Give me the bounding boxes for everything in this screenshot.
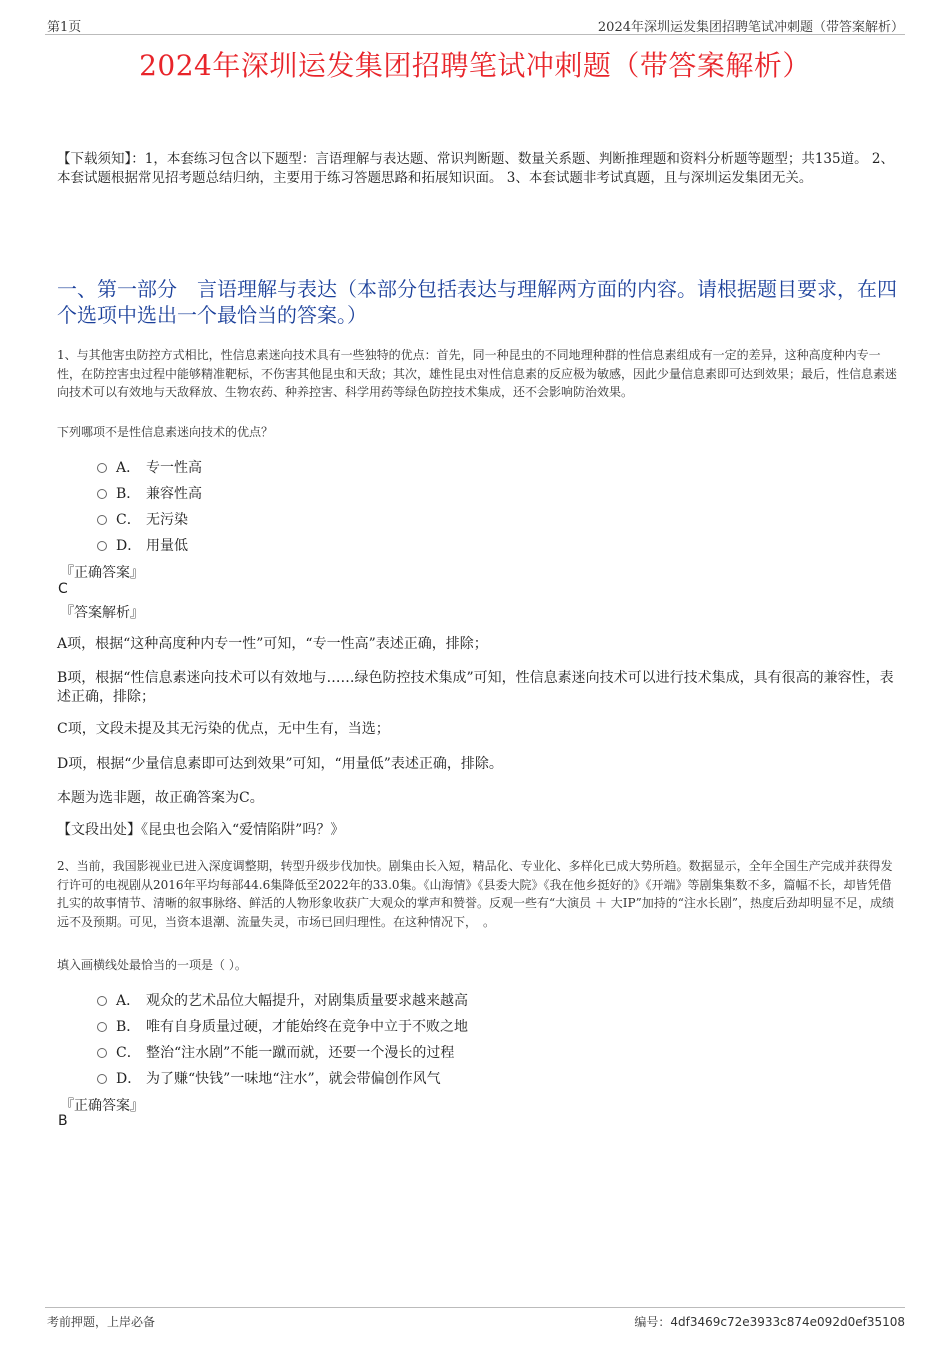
question-1-option-d[interactable] — [97, 535, 188, 555]
option-text: 整治“注水剧”不能一蹴而就，还要一个漫长的过程 — [146, 1045, 455, 1061]
radio-icon[interactable] — [97, 1022, 107, 1032]
question-2-prompt: 填入画横线处最恰当的一项是（ ）。 — [57, 958, 247, 972]
option-letter: B． — [116, 486, 141, 502]
document-title: 2024年深圳运发集团招聘笔试冲刺题（带答案解析） — [139, 49, 811, 82]
option-letter: A． — [116, 460, 141, 476]
option-text: 为了赚“快钱”一味地“注水”，就会带偏创作风气 — [146, 1071, 441, 1087]
question-2-option-d[interactable] — [97, 1068, 441, 1088]
option-letter: D． — [116, 1071, 142, 1087]
correct-answer-label: 『正确答案』 — [60, 1098, 144, 1114]
analysis-conclusion: 本题为选非题，故正确答案为C。 — [57, 790, 264, 806]
running-header-title: 2024年深圳运发集团招聘笔试冲刺题（带答案解析） — [597, 20, 904, 35]
question-2-text: 2、当前，我国影视业已进入深度调整期，转型升级步伐加快。剧集由长入短，精品化、专业化、多样化已成大势所趋。数据显示，全年全国生产完成并获得发行许可的电视剧从2016年平均每部44.6集降低至2022年的33.0集。《山海情》《县委大院》《我在他乡挺好的》《开端》等剧集集数不多，篇幅不长，却皆凭借扎实的故事情节、清晰的叙事脉络、鲜活的人物形象收获广大观众的掌声和赞誉。反观一些有“大演员 ＋ 大IP”加持的“注水长剧”，热度后劲却明显不足，成绩远不及预期。可见，当资本退潮、流量失灵，市场已回归理性。在这种情况下， 。 — [57, 859, 894, 929]
radio-icon[interactable] — [97, 489, 107, 499]
text-source: 【文段出处】《昆虫也会陷入“爱情陷阱”吗？》 — [57, 822, 345, 838]
page-number: 第1页 — [47, 20, 82, 35]
section-heading: 一、第一部分 言语理解与表达（本部分包括表达与理解两方面的内容。请根据题目要求，在四个选项中选出一个最恰当的答案。） — [57, 277, 897, 327]
option-text: 观众的艺术品位大幅提升，对剧集质量要求越来越高 — [146, 993, 468, 1009]
option-letter: D． — [116, 538, 142, 554]
correct-answer: C — [58, 581, 68, 597]
option-text: 兼容性高 — [146, 486, 202, 502]
analysis-line-d: D项，根据“少量信息素即可达到效果”可知，“用量低”表述正确，排除。 — [57, 756, 503, 772]
analysis-line-c: C项，文段未提及其无污染的优点，无中生有，当选； — [57, 721, 390, 737]
question-1-text: 1、与其他害虫防控方式相比，性信息素迷向技术具有一些独特的优点：首先，同一种昆虫的不同地理种群的性信息素组成有一定的差异，这种高度种内专一性，在防控害虫过程中能够精准靶标，不伤害其他昆虫和天敌；其次，雄性昆虫对性信息素的反应极为敏感，因此少量信息素即可达到效果；最后，性信息素迷向技术可以有效地与天敌释放、生物农药、种养控害、科学用药等绿色防控技术集成，还不会影响防治效果。 — [57, 348, 898, 399]
question-2-option-c[interactable] — [97, 1042, 454, 1062]
download-notice: 【下载须知】：1，本套练习包含以下题型：言语理解与表达题、常识判断题、数量关系题、判断推理题和资料分析题等题型；共135道。 2、本套试题根据常见招考题总结归纳，主要用于练习答题思路和拓展知识面。 3、本套试题非考试真题，且与深圳运发集团无关。 — [57, 151, 894, 186]
code-value: 4df3469c72e3933c874e092d0ef35108 — [670, 1315, 905, 1329]
radio-icon[interactable] — [97, 463, 107, 473]
code-label: 编号： — [634, 1315, 671, 1329]
correct-answer: B — [58, 1113, 68, 1129]
analysis-label: 『答案解析』 — [60, 605, 144, 621]
radio-icon[interactable] — [97, 515, 107, 525]
analysis-line-a: A项，根据“这种高度种内专一性”可知，“专一性高”表述正确，排除； — [57, 636, 488, 652]
option-text: 专一性高 — [146, 460, 202, 476]
option-letter: B． — [116, 1019, 141, 1035]
option-letter: A． — [116, 993, 141, 1009]
analysis-line-b: B项，根据“性信息素迷向技术可以有效地与……绿色防控技术集成”可知，性信息素迷向技术可以进行技术集成，具有很高的兼容性，表述正确，排除； — [57, 670, 894, 705]
footer-slogan: 考前押题，上岸必备 — [47, 1315, 156, 1329]
radio-icon[interactable] — [97, 1074, 107, 1084]
footer-divider — [45, 1307, 905, 1308]
option-letter: C． — [116, 512, 141, 528]
option-text: 唯有自身质量过硬，才能始终在竞争中立于不败之地 — [146, 1019, 468, 1035]
question-1-prompt: 下列哪项不是性信息素迷向技术的优点？ — [57, 425, 274, 439]
question-2-option-a[interactable] — [97, 990, 468, 1010]
radio-icon[interactable] — [97, 1048, 107, 1058]
question-2-option-b[interactable] — [97, 1016, 468, 1036]
radio-icon[interactable] — [97, 996, 107, 1006]
option-text: 用量低 — [146, 538, 188, 554]
header-divider — [45, 34, 905, 35]
question-1-option-c[interactable] — [97, 509, 188, 529]
option-text: 无污染 — [146, 512, 188, 528]
radio-icon[interactable] — [97, 541, 107, 551]
question-1-option-b[interactable] — [97, 483, 202, 503]
question-1-option-a[interactable] — [97, 457, 202, 477]
option-letter: C． — [116, 1045, 141, 1061]
correct-answer-label: 『正确答案』 — [60, 565, 144, 581]
footer-code — [634, 1313, 905, 1330]
